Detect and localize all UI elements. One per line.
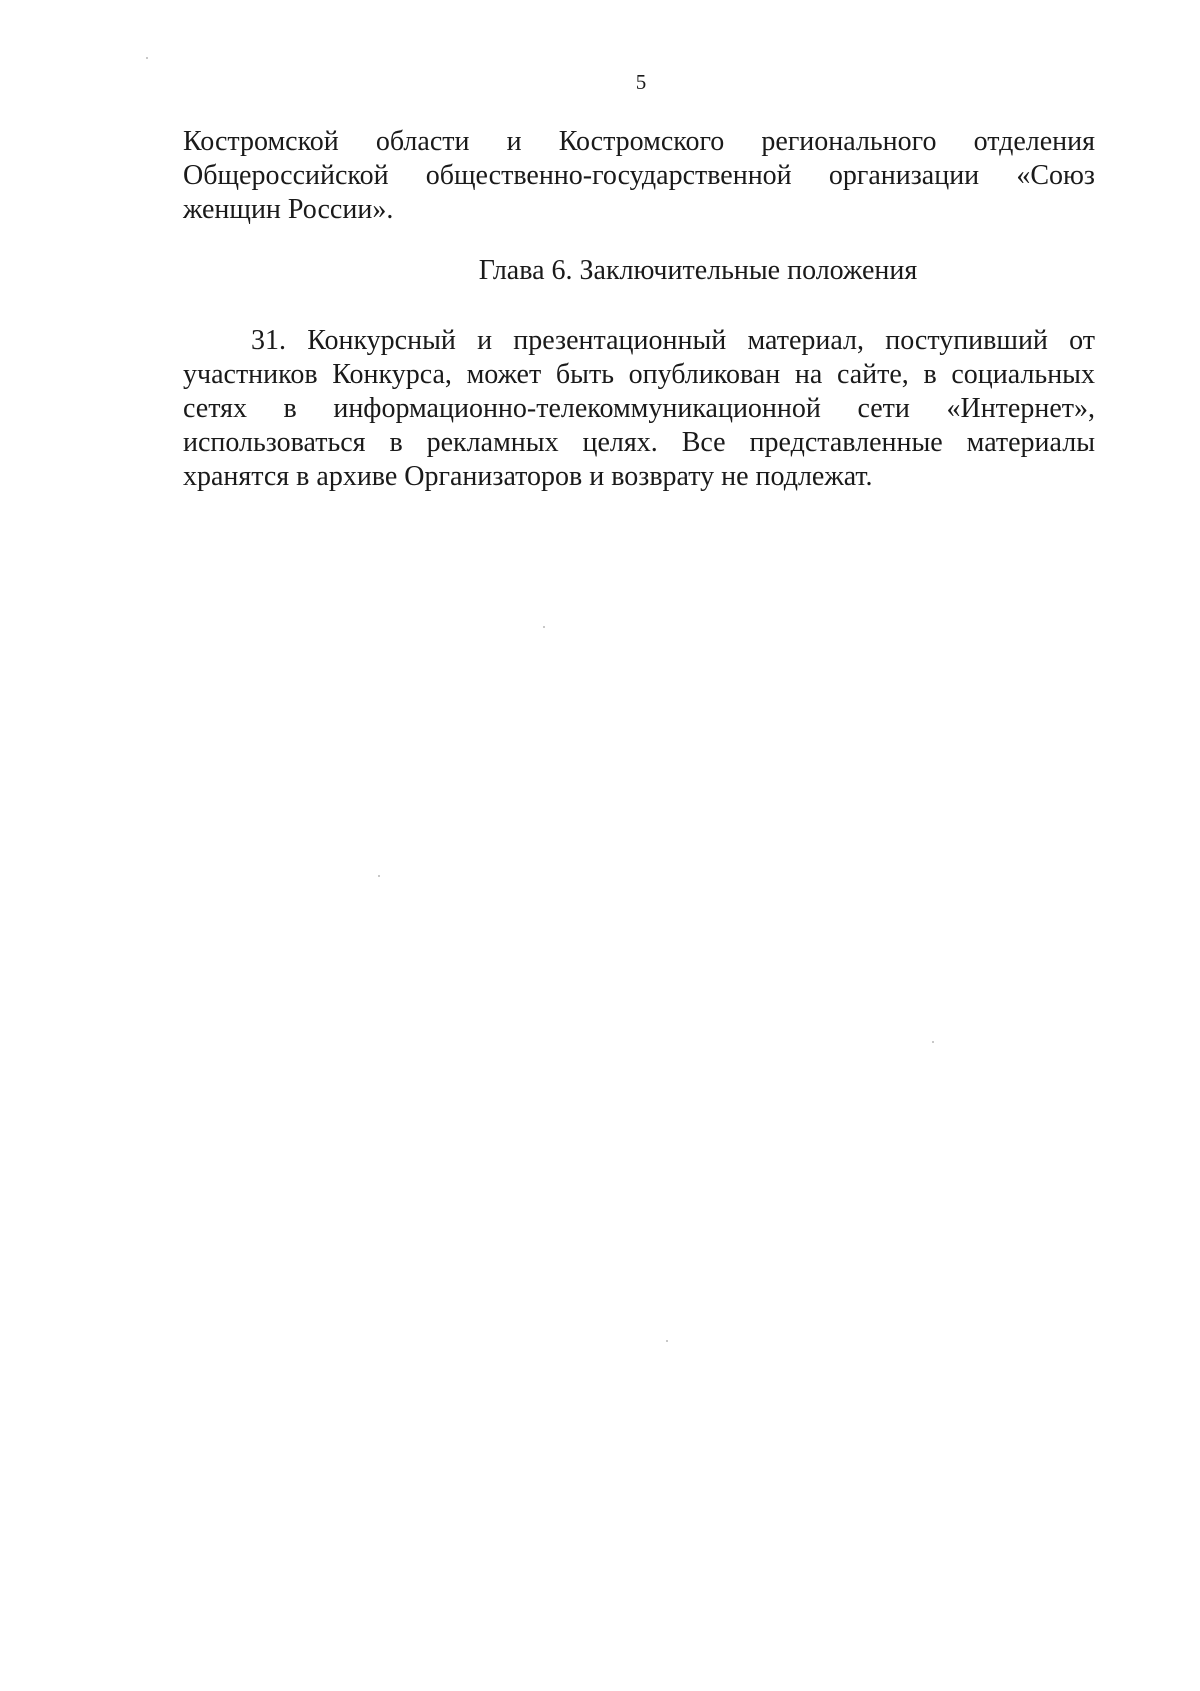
scan-speck: [932, 1041, 934, 1043]
paragraph-31: [183, 324, 1095, 494]
text-line: женщин России».: [183, 194, 394, 225]
continuation-paragraph: [183, 125, 1095, 227]
text-line: Костромской области и Костромского регионального отделения: [183, 126, 1095, 157]
text-line: 31. Конкурсный и презентационный материал, поступивший от: [251, 325, 1095, 356]
scan-speck: [146, 57, 148, 59]
scan-speck: [543, 626, 545, 628]
scan-speck: [378, 875, 380, 877]
text-line: хранятся в архиве Организаторов и возврату не подлежат.: [183, 461, 873, 492]
text-line: использоваться в рекламных целях. Все представленные материалы: [183, 427, 1095, 458]
text-line: Общероссийской общественно-государственной организации «Союз: [183, 160, 1095, 191]
scan-speck: [666, 1340, 668, 1342]
chapter-heading: Глава 6. Заключительные положения: [478, 255, 918, 286]
text-line: участников Конкурса, может быть опубликован на сайте, в социальных: [183, 359, 1095, 390]
page-number: 5: [635, 70, 647, 94]
text-line: сетях в информационно-телекоммуникационной сети «Интернет»,: [183, 393, 1095, 424]
